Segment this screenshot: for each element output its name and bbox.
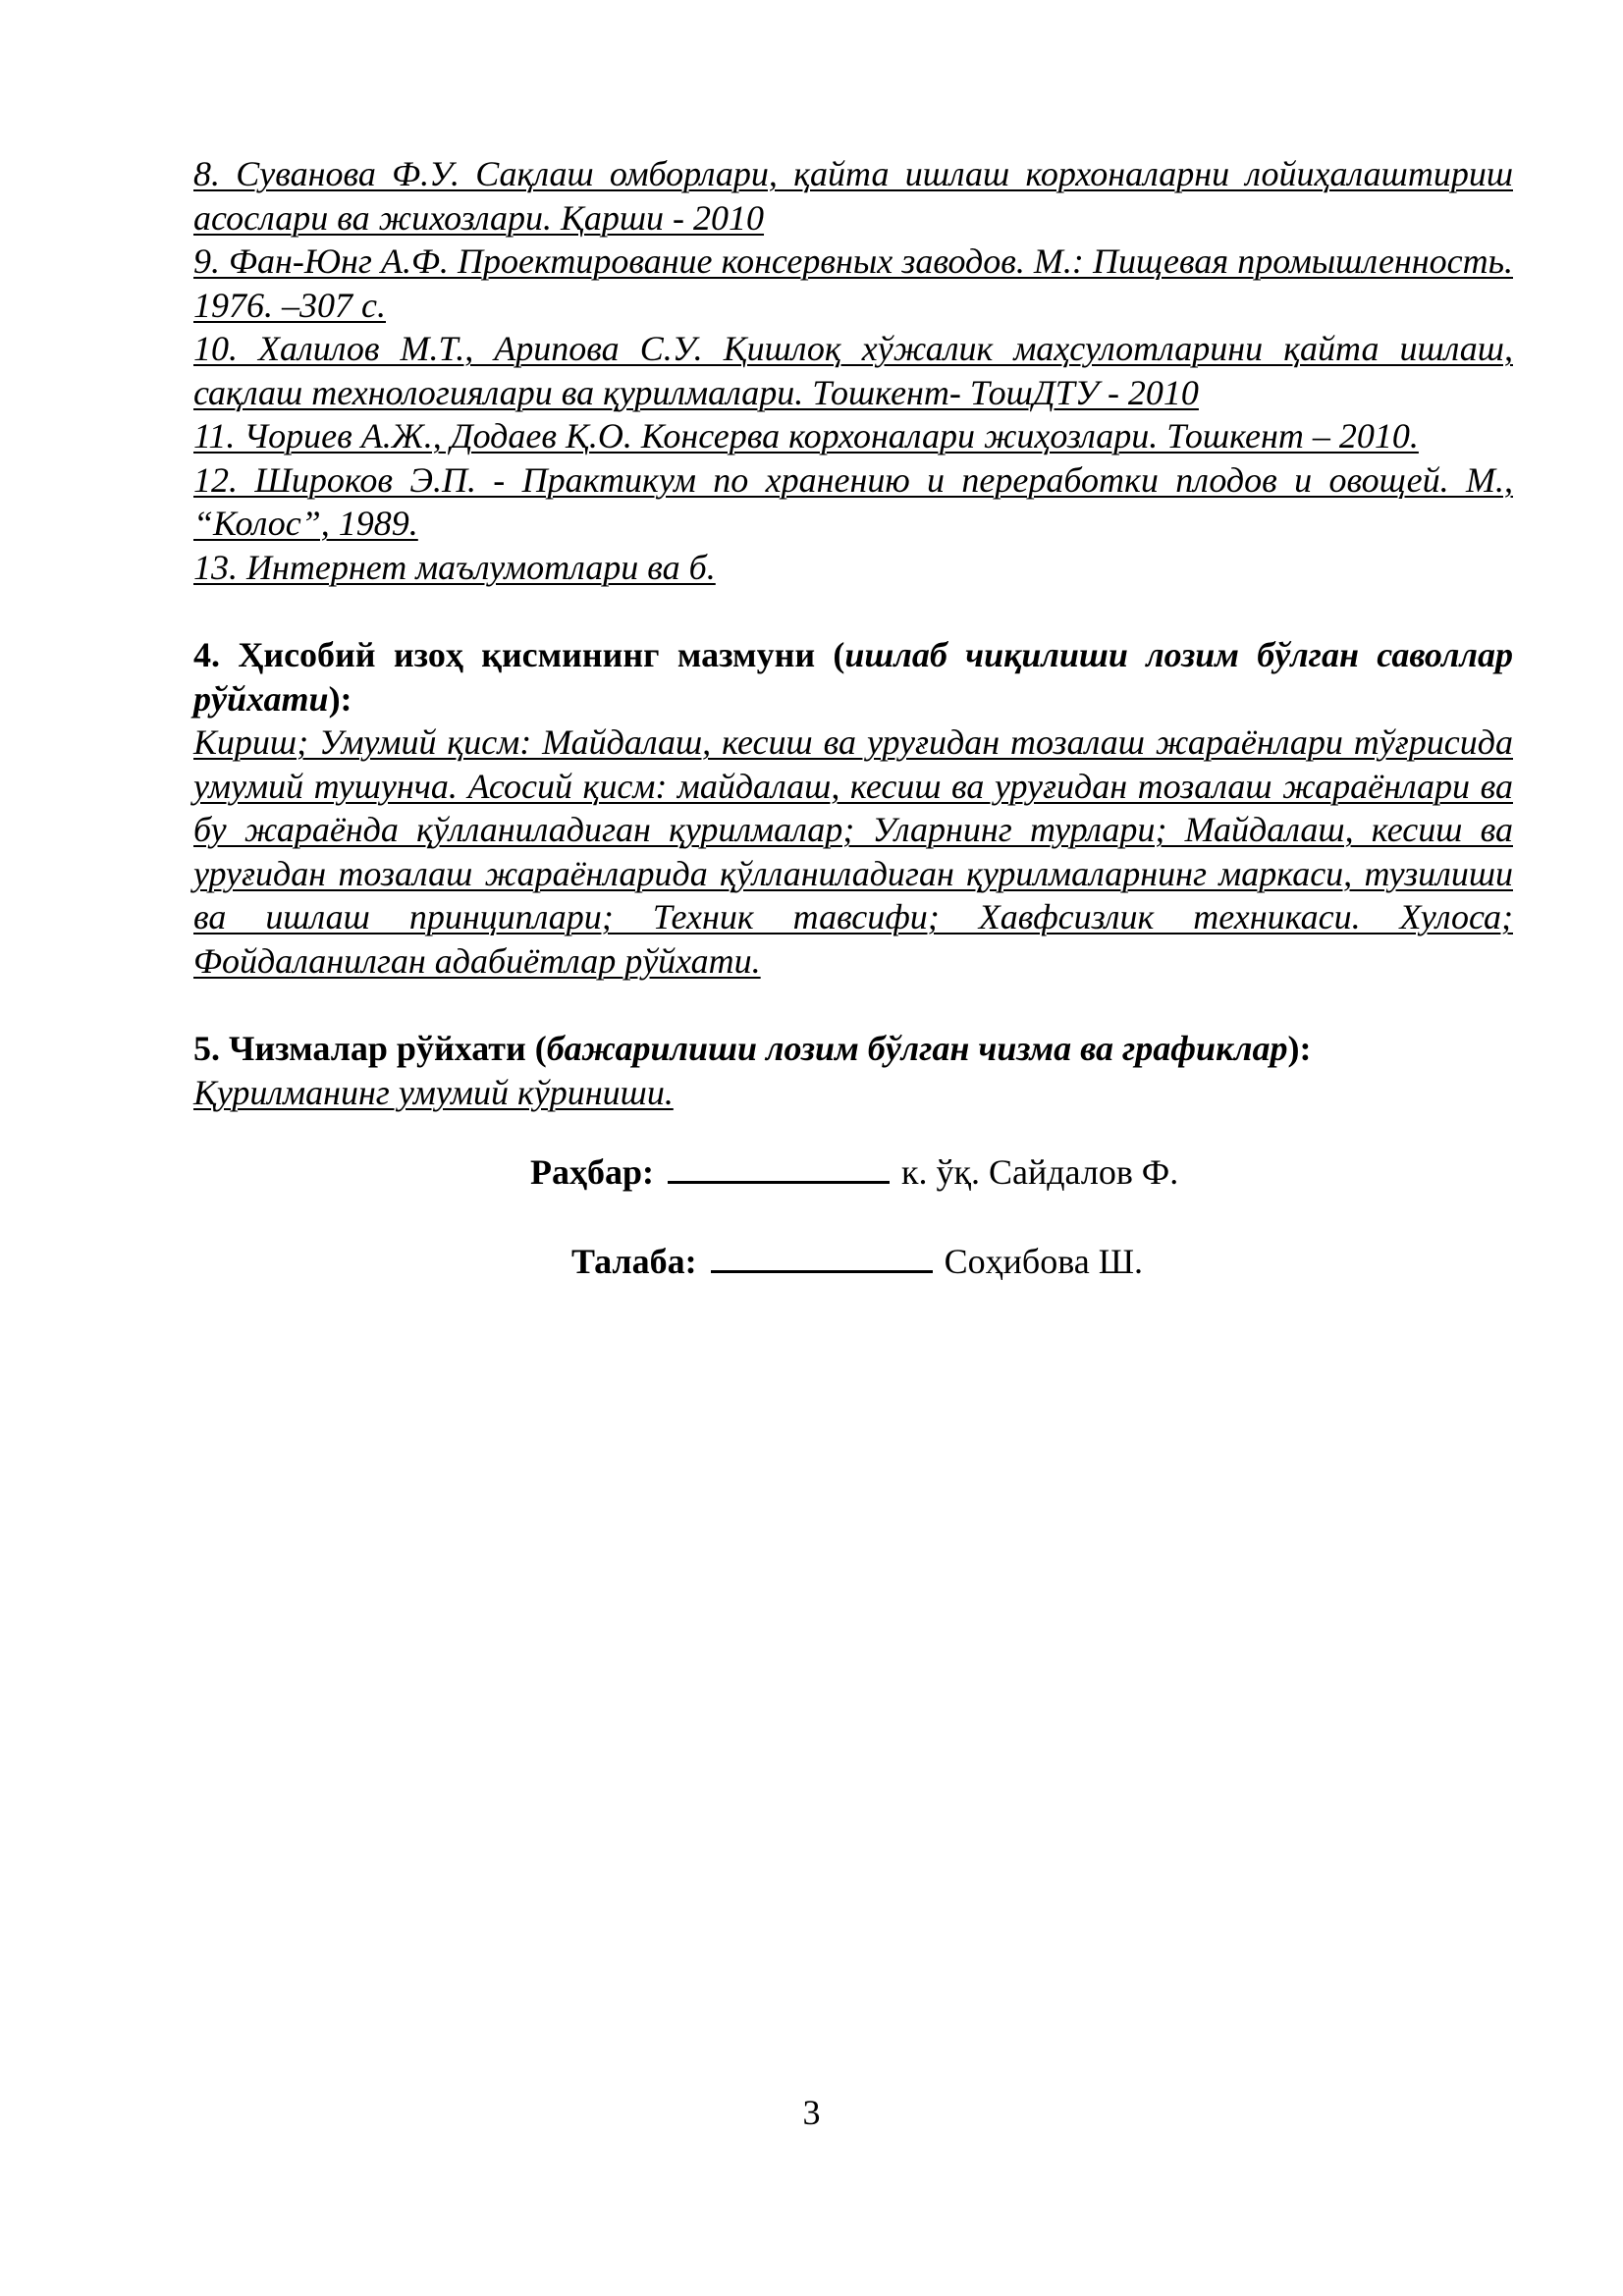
section-5-heading: [193, 1027, 1513, 1071]
section-4-heading-hint: ишлаб чиқилиши лозим бўлган саволлар рўйхати: [193, 635, 1513, 719]
supervisor-signature-blank[interactable]: [668, 1151, 890, 1184]
student-signature-blank[interactable]: [711, 1241, 933, 1273]
supervisor-signature-line: [530, 1150, 1513, 1194]
section-4: [193, 633, 1513, 983]
reference-list: [193, 152, 1513, 589]
section-5-body: Қурилманинг умумий кўриниши.: [193, 1072, 674, 1112]
section-4-heading-tail: ):: [328, 678, 352, 719]
supervisor-name: к. ўқ. Сайдалов Ф.: [901, 1152, 1179, 1192]
student-signature-line: [571, 1240, 1513, 1283]
section-5-heading-tail: ):: [1287, 1029, 1312, 1068]
reference-item: 10. Халилов М.Т., Арипова С.У. Қишлоқ хўжалик маҳсулотларини қайта ишлаш, сақлаш технологиялари ва қурилмалари. Тошкент- ТошДТУ - 2010: [193, 329, 1513, 412]
page-content: [193, 152, 1513, 1283]
supervisor-label: Раҳбар:: [530, 1152, 654, 1192]
reference-item: 8. Суванова Ф.У. Сақлаш омборлари, қайта ишлаш корхоналарни лойиҳалаштириш асослари ва жихозлари. Қарши - 2010: [193, 154, 1513, 238]
student-name: Соҳибова Ш.: [944, 1242, 1144, 1281]
reference-item: 9. Фан-Юнг А.Ф. Проектирование консервных заводов. М.: Пищевая промышленность. 1976. –307 с.: [193, 241, 1513, 325]
reference-item: 12. Широков Э.П. - Практикум по хранению и переработки плодов и овощей. М., “Колос”, 1989.: [193, 459, 1513, 543]
section-5-heading-hint: бажарилиши лозим бўлган чизма ва графиклар: [546, 1029, 1288, 1068]
section-4-heading-lead: 4. Ҳисобий изоҳ қисмининг мазмуни (: [193, 635, 845, 674]
section-4-body: Кириш; Умумий қисм: Майдалаш, кесиш ва уруғидан тозалаш жараёнлари тўғрисида умумий тушунча. Асосий қисм: майдалаш, кесиш ва уруғидан тозалаш жараёнлари ва бу жараёнда қўлланиладиган қурилмалар; Уларнинг турлари; Майдалаш, кесиш ва уруғидан тозалаш жараёнларида қўлланиладиган қурилмаларнинг маркаси, тузилиши ва ишлаш принциплари; Техник тавсифи; Хавфсизлик техникаси. Хулоса; Фойдаланилган адабиётлар рўйхати.: [193, 722, 1513, 981]
reference-item: 13. Интернет маълумотлари ва б.: [193, 547, 716, 587]
student-label: Талаба:: [571, 1242, 697, 1281]
reference-item: 11. Чориев А.Ж., Додаев Қ.О. Консерва корхоналари жиҳозлари. Тошкент – 2010.: [193, 416, 1419, 455]
section-5: [193, 1027, 1513, 1114]
section-4-heading: [193, 633, 1513, 721]
page-number: 3: [802, 2093, 821, 2132]
section-5-heading-lead: 5. Чизмалар рўйхати (: [193, 1029, 547, 1068]
signature-block: [193, 1150, 1513, 1283]
